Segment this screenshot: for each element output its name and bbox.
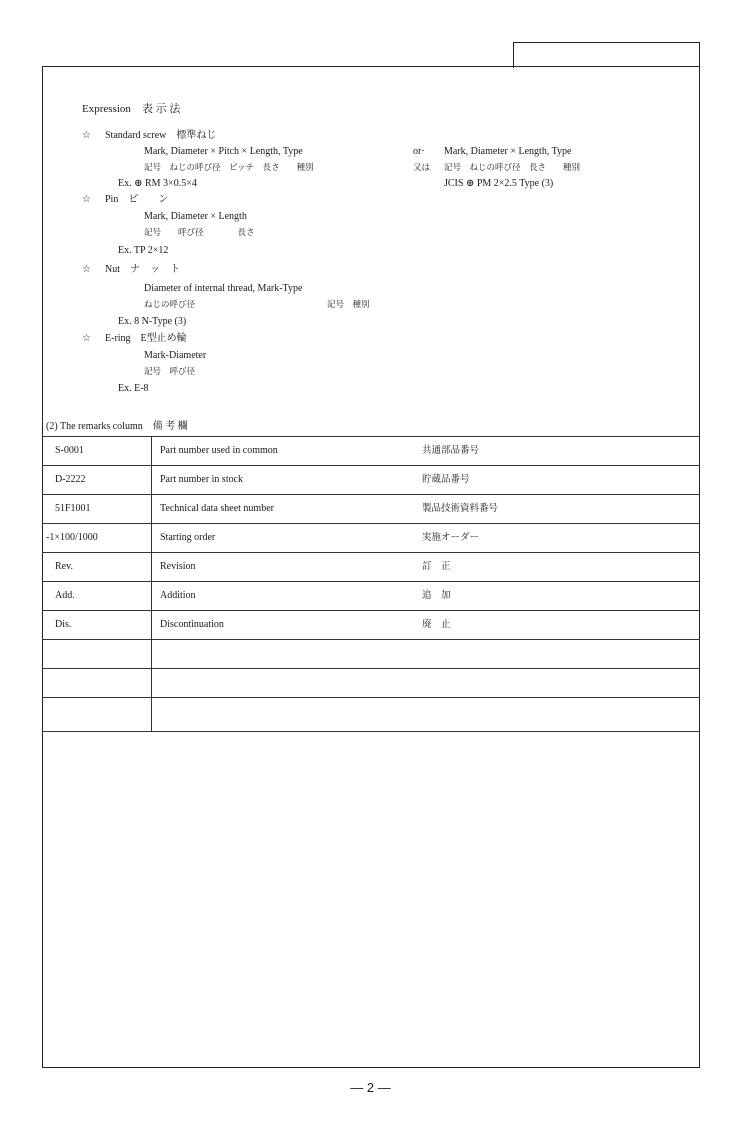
row-english: Revision — [160, 561, 196, 572]
ering-jp: 記号 呼び径 — [144, 367, 196, 377]
screw-example-right: JCIS ⊕ PM 2×2.5 Type (3) — [444, 178, 554, 189]
nut-title: Nut ナ ッ ト — [105, 264, 180, 275]
table-rule — [42, 581, 700, 582]
row-code: Dis. — [55, 619, 72, 630]
nut-jp-right: 記号 種別 — [327, 300, 370, 310]
row-english: Discontinuation — [160, 619, 224, 630]
row-code: -1×100/1000 — [46, 532, 98, 543]
star-icon: ☆ — [82, 130, 91, 141]
star-icon: ☆ — [82, 194, 91, 205]
star-icon: ☆ — [82, 264, 91, 275]
nut-example: Ex. 8 N-Type (3) — [118, 316, 187, 327]
row-english: Technical data sheet number — [160, 503, 274, 514]
table-rule — [42, 731, 700, 732]
row-japanese: 訂 正 — [422, 561, 451, 572]
screw-jp-or: 又は — [413, 163, 431, 173]
screw-format-right: Mark, Diameter × Length, Type — [444, 146, 572, 157]
table-column-divider — [151, 436, 152, 732]
row-code: S-0001 — [55, 445, 84, 456]
pin-format: Mark, Diameter × Length — [144, 211, 247, 222]
table-rule — [42, 436, 700, 437]
row-japanese: 廃 止 — [422, 619, 451, 630]
screw-format-left: Mark, Diameter × Pitch × Length, Type — [144, 146, 303, 157]
ering-title: E-ring E型止め輪 — [105, 333, 187, 344]
ering-example: Ex. E-8 — [118, 383, 149, 394]
remarks-title: (2) The remarks column 備 考 欄 — [46, 421, 188, 432]
title-block-tab — [513, 42, 700, 68]
table-rule — [42, 697, 700, 698]
table-rule — [42, 668, 700, 669]
row-japanese: 製品技術資料番号 — [422, 503, 499, 514]
table-rule — [42, 610, 700, 611]
nut-jp-left: ねじの呼び径 — [144, 300, 196, 310]
row-english: Part number in stock — [160, 474, 244, 485]
screw-format-or: or· — [413, 146, 425, 157]
row-code: Rev. — [55, 561, 73, 572]
row-japanese: 実施オーダー — [422, 532, 480, 543]
screw-example-left: Ex. ⊕ RM 3×0.5×4 — [118, 178, 197, 189]
pin-example: Ex. TP 2×12 — [118, 245, 169, 256]
row-english: Part number used in common — [160, 445, 278, 456]
pin-jp: 記号 呼び径 長さ — [144, 228, 255, 238]
expression-heading: Expression 表 示 法 — [82, 103, 181, 115]
table-rule — [42, 465, 700, 466]
row-code: 51F1001 — [55, 503, 91, 514]
row-code: D-2222 — [55, 474, 86, 485]
table-rule — [42, 552, 700, 553]
row-english: Addition — [160, 590, 196, 601]
page-number: — 2 — — [350, 1080, 391, 1095]
standard-screw-title: Standard screw 標準ねじ — [105, 130, 217, 141]
screw-jp-right: 記号 ねじの呼び径 長さ 種別 — [444, 163, 581, 173]
pin-title: Pin ピ ン — [105, 194, 169, 205]
row-code: Add. — [55, 590, 75, 601]
table-rule — [42, 639, 700, 640]
ering-format: Mark-Diameter — [144, 350, 207, 361]
remarks-table — [42, 436, 700, 732]
row-japanese: 共通部品番号 — [422, 445, 480, 456]
nut-format: Diameter of internal thread, Mark-Type — [144, 283, 303, 294]
row-japanese: 貯蔵品番号 — [422, 474, 470, 485]
table-rule — [42, 523, 700, 524]
star-icon: ☆ — [82, 333, 91, 344]
row-japanese: 追 加 — [422, 590, 451, 601]
table-rule — [42, 494, 700, 495]
screw-jp-left: 記号 ねじの呼び径 ピッチ 長さ 種別 — [144, 163, 314, 173]
row-english: Starting order — [160, 532, 216, 543]
